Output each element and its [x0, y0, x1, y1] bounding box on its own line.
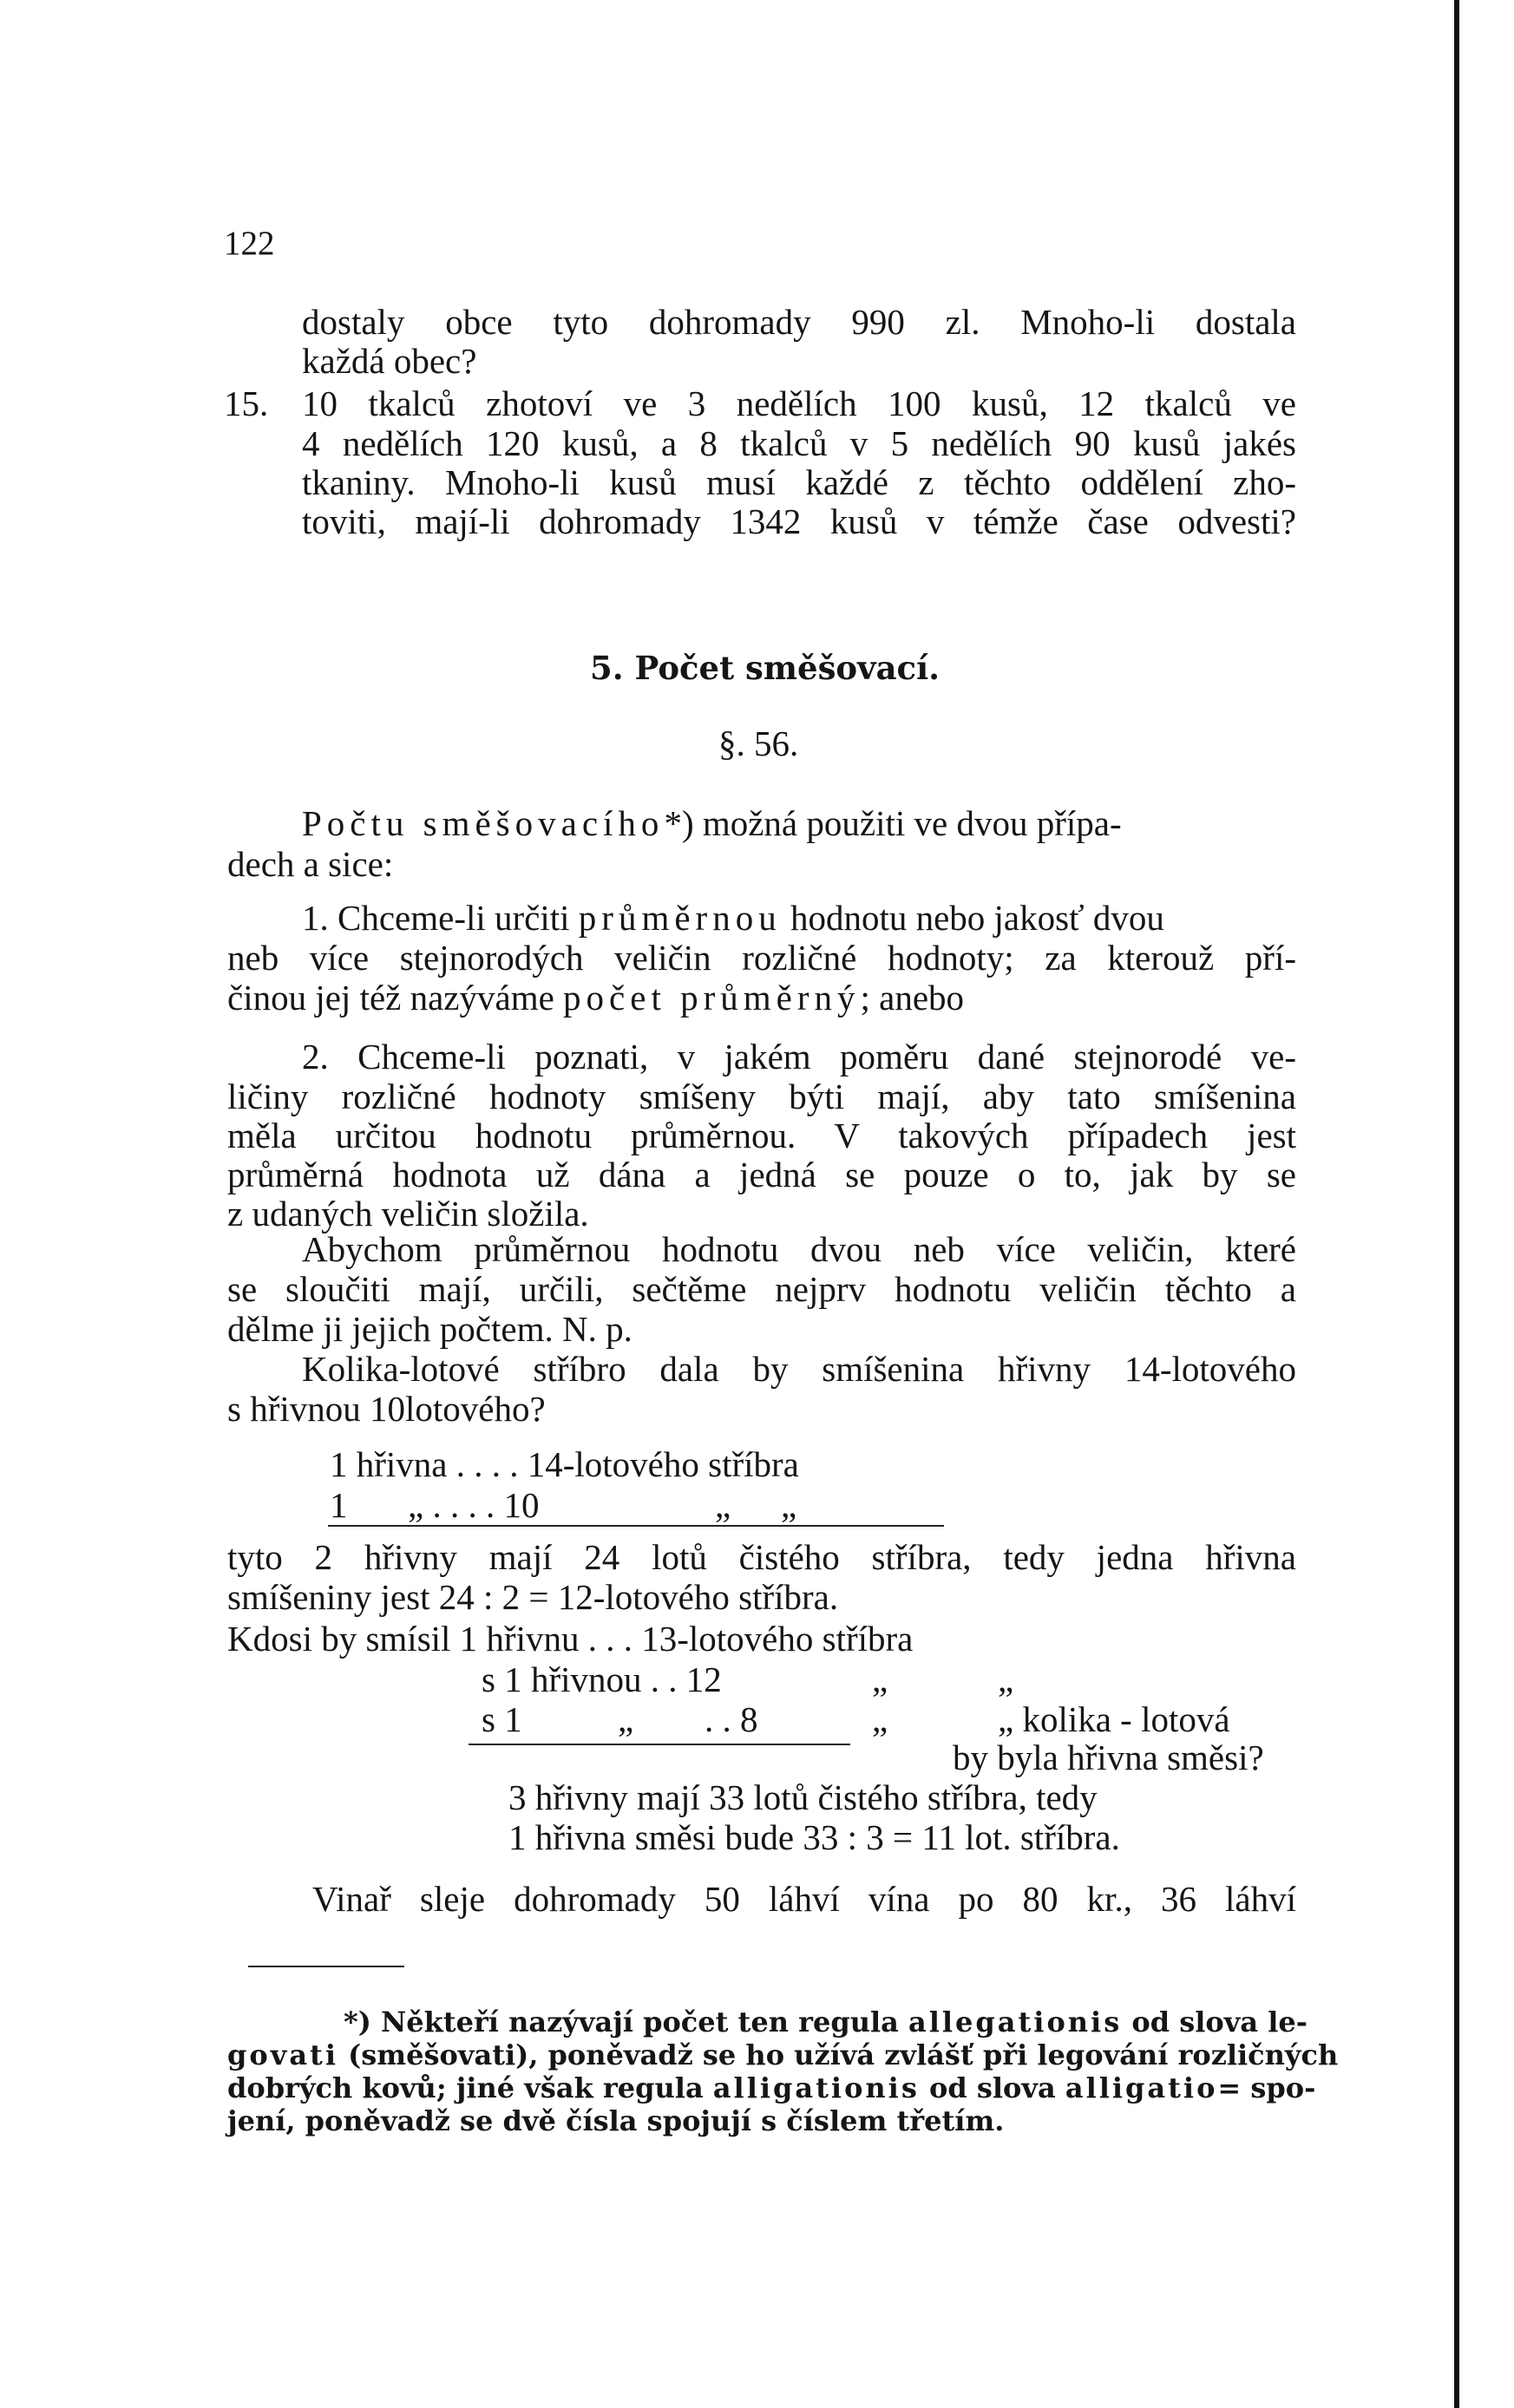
footnote-separator: [248, 1966, 404, 1967]
text-line: dělme ji jejich počtem. N. p.: [227, 1309, 632, 1349]
calc-row-label: s 1: [482, 1699, 522, 1739]
text-line: 2. Chceme-li poznati, v jakém poměru dané stejnorodé ve-: [302, 1037, 1296, 1076]
text-line: neb více stejnorodých veličin rozličné hodnoty; za kterouž pří-: [227, 938, 1296, 978]
calc-row-value: „ . . . . 10: [408, 1485, 540, 1525]
text-segment: ; anebo: [860, 978, 965, 1018]
text-line: dostaly obce tyto dohromady 990 zl. Mnoho-li dostala: [302, 302, 1296, 342]
footnote-emphasis: govati: [227, 2038, 338, 2071]
text-line: dech a sice:: [227, 844, 394, 884]
text-line: Kolika-lotové stříbro dala by smíšenina hřivny 14-lotového: [302, 1349, 1296, 1389]
text-segment: hodnotu nebo jakosť dvou: [790, 898, 1164, 938]
text-segment: 1. Chceme-li určiti: [302, 898, 570, 938]
text-segment: *) možná použiti ve dvou přípa-: [664, 803, 1122, 843]
text-segment: činou jej též nazýváme: [227, 978, 554, 1018]
text-line: se sloučiti mají, určili, sečtěme nejprv hodnotu veličin těchto a: [227, 1269, 1296, 1309]
text-line: z udaných veličin složila.: [227, 1194, 589, 1233]
text-line: každá obec?: [302, 341, 477, 381]
text-line: 4 nedělích 120 kusů, a 8 tkalců v 5 nedělích 90 kusů jakés: [302, 423, 1296, 463]
calc-row-value: . . 8: [705, 1699, 758, 1739]
footnote-text: od slova le-: [1131, 2006, 1308, 2038]
text-line: ličiny rozličné hodnoty smíšeny býti mají, aby tato smíšenina: [227, 1076, 1296, 1116]
ditto-mark: „: [872, 1699, 888, 1739]
ditto-mark: „: [872, 1659, 888, 1699]
calc-row: s 1 hřivnou . . 12: [482, 1659, 722, 1699]
text-line: tkaniny. Mnoho-li kusů musí každé z těchto oddělení zho-: [302, 462, 1296, 502]
footnote-text: od slova: [928, 2071, 1056, 2104]
ditto-mark: „: [781, 1485, 797, 1525]
ditto-mark: „: [618, 1699, 634, 1739]
question-text: by byla hřivna směsi?: [953, 1737, 1264, 1777]
text-line: průměrná hodnota už dána a jedná se pouze o to, jak by se: [227, 1155, 1296, 1194]
text-line: měla určitou hodnotu průměrnou. V takových případech jest: [227, 1116, 1296, 1155]
sum-rule: [328, 1525, 944, 1527]
footnote-emphasis: alligationis: [712, 2071, 920, 2104]
footnote-emphasis: allegationis: [908, 2006, 1123, 2038]
footnote-emphasis: alligatio: [1065, 2071, 1218, 2104]
text-line: Abychom průměrnou hodnotu dvou neb více veličin, které: [302, 1229, 1296, 1269]
text-line: Vinař sleje dohromady 50 láhví vína po 80 kr., 36 láhví: [312, 1879, 1296, 1919]
paragraph-mark: §. 56.: [718, 723, 799, 763]
sum-rule: [469, 1744, 850, 1745]
text-line: tyto 2 hřivny mají 24 lotů čistého stříbra, tedy jedna hřivna: [227, 1537, 1296, 1577]
ditto-mark: „: [998, 1659, 1014, 1699]
text-line: 1 hřivna směsi bude 33 : 3 = 11 lot. stříbra.: [508, 1817, 1120, 1857]
emphasis-text: počet průměrný: [563, 978, 861, 1018]
calc-row: 1 hřivna . . . . 14-lotového stříbra: [330, 1444, 799, 1484]
text-line: 10 tkalců zhotoví ve 3 nedělích 100 kusů, 12 tkalců ve: [302, 383, 1296, 423]
page-number: 122: [224, 225, 275, 262]
calc-row: Kdosi by smísil 1 hřivnu . . . 13-lotového stříbra: [227, 1619, 914, 1659]
question-text: „ kolika - lotová: [998, 1699, 1230, 1739]
ditto-mark: „: [715, 1485, 731, 1525]
footnote-text: = spo-: [1217, 2071, 1316, 2104]
text-line: 3 hřivny mají 33 lotů čistého stříbra, tedy: [508, 1777, 1098, 1817]
footnote-text: *) Někteří nazývají počet ten regula: [344, 2006, 899, 2038]
emphasis-text: Počtu směšovacího: [302, 803, 665, 843]
section-title: 5. Počet směšovací.: [590, 649, 941, 687]
footnote-text: jení, poněvadž se dvě čísla spojují s číslem třetím.: [227, 2104, 1005, 2137]
page-edge-border: [1454, 0, 1459, 2408]
footnote-text: (směšovati), poněvadž se ho užívá zvlášť při legování rozličných: [348, 2038, 1339, 2071]
footnote-text: dobrých kovů; jiné však regula: [227, 2071, 704, 2104]
text-line: toviti, mají-li dohromady 1342 kusů v témže čase odvesti?: [302, 501, 1296, 541]
emphasis-text: průměrnou: [578, 898, 782, 938]
exercise-number: 15.: [224, 383, 269, 423]
text-line: s hřivnou 10lotového?: [227, 1389, 546, 1429]
calc-row-label: 1: [330, 1485, 348, 1525]
text-line: smíšeniny jest 24 : 2 = 12-lotového stříbra.: [227, 1577, 839, 1617]
